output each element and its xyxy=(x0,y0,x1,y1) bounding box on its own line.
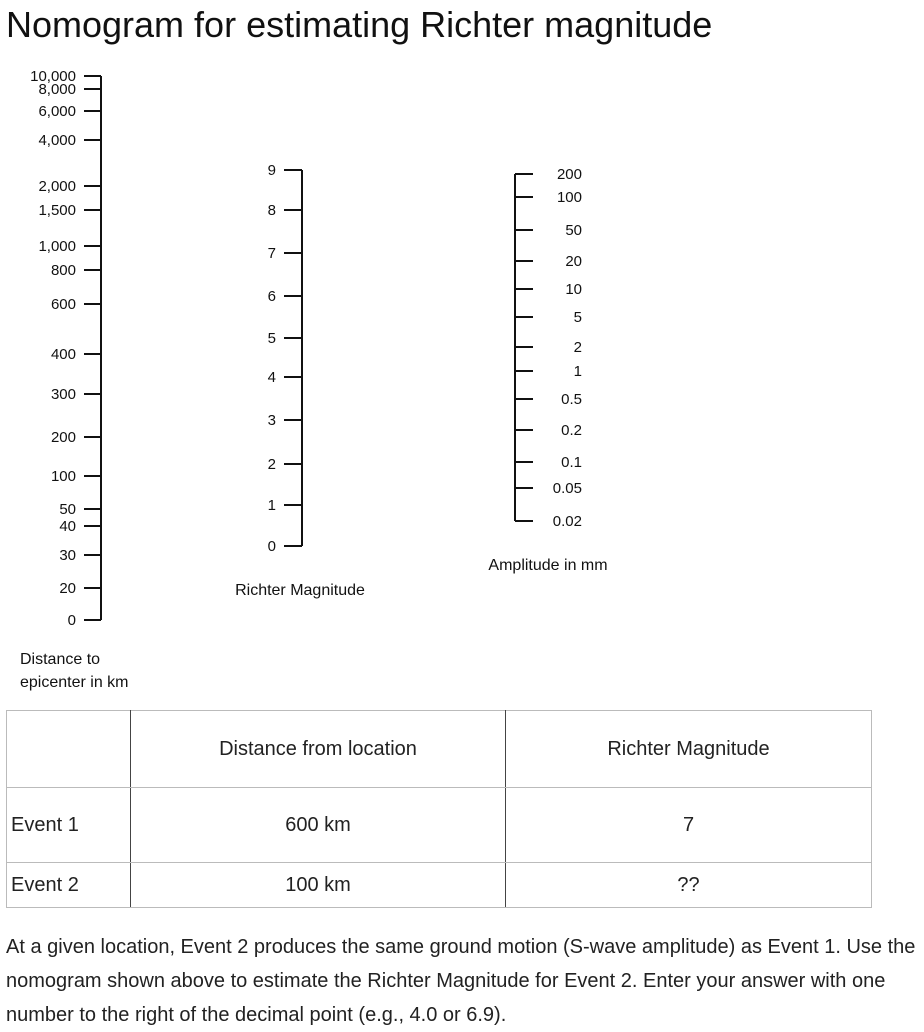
amplitude-tick-label: 0.5 xyxy=(561,391,582,408)
question-text: At a given location, Event 2 produces the same ground motion (S-wave amplitude) as Event 1. Use the nomogram shown above to estimate the Richter Magnitude for Event 2. Enter your answer with one number to the right of the decimal point (e.g., 4.0 or 6.9). xyxy=(6,936,916,1026)
table-header-row xyxy=(7,711,872,788)
distance-tick-label: 6,000 xyxy=(38,103,76,120)
amplitude-tick-label: 2 xyxy=(573,339,582,356)
amplitude-tick-label: 200 xyxy=(556,166,582,183)
magnitude-tick-label: 6 xyxy=(267,288,276,305)
amplitude-tick-label: 0.05 xyxy=(552,480,582,497)
page-title: Nomogram for estimating Richter magnitude xyxy=(6,4,713,45)
distance-tick-label: 2,000 xyxy=(38,178,76,195)
table-row xyxy=(7,863,872,908)
table-row xyxy=(7,788,872,863)
table-header-distance: Distance from location xyxy=(131,711,506,788)
distance-tick-label: 8,000 xyxy=(38,81,76,98)
amplitude-tick-label: 0.02 xyxy=(552,513,582,530)
magnitude-tick-label: 8 xyxy=(267,202,276,219)
distance-tick-label: 1,500 xyxy=(38,202,76,219)
amplitude-tick-label: 10 xyxy=(565,281,582,298)
magnitude-tick-label: 1 xyxy=(267,497,276,514)
distance-tick-label: 40 xyxy=(59,518,76,535)
magnitude-tick-label: 5 xyxy=(267,330,276,347)
event-distance: 600 km xyxy=(131,788,506,863)
distance-tick-label: 4,000 xyxy=(38,132,76,149)
distance-scale-caption: Distance to xyxy=(20,651,101,668)
events-table xyxy=(6,710,872,908)
magnitude-tick-label: 0 xyxy=(267,538,276,555)
distance-tick-label: 200 xyxy=(50,429,76,446)
distance-tick-label: 0 xyxy=(67,612,76,629)
magnitude-tick-label: 4 xyxy=(267,369,276,386)
distance-tick-label: 800 xyxy=(50,262,76,279)
amplitude-scale-caption: Amplitude in mm xyxy=(488,557,608,574)
distance-tick-label: 300 xyxy=(50,386,76,403)
distance-tick-label: 100 xyxy=(50,468,76,485)
magnitude-tick-label: 7 xyxy=(267,245,276,262)
magnitude-tick-label: 3 xyxy=(267,412,276,429)
distance-scale-caption: epicenter in km xyxy=(20,674,129,691)
distance-tick-label: 400 xyxy=(50,346,76,363)
distance-tick-label: 30 xyxy=(59,547,76,564)
amplitude-tick-label: 0.1 xyxy=(561,454,582,471)
distance-tick-label: 50 xyxy=(59,501,76,518)
event-label: Event 1 xyxy=(7,788,131,863)
distance-tick-label: 10,000 xyxy=(30,68,76,85)
table-header-magnitude: Richter Magnitude xyxy=(506,711,872,788)
distance-tick-label: 1,000 xyxy=(38,238,76,255)
amplitude-tick-label: 100 xyxy=(556,189,582,206)
amplitude-tick-label: 0.2 xyxy=(561,422,582,439)
magnitude-tick-label: 2 xyxy=(267,456,276,473)
table-header-blank xyxy=(7,711,131,788)
distance-tick-label: 20 xyxy=(59,580,76,597)
event-magnitude: ?? xyxy=(506,863,872,908)
amplitude-tick-label: 5 xyxy=(573,309,582,326)
amplitude-tick-label: 20 xyxy=(565,253,582,270)
amplitude-tick-label: 50 xyxy=(565,222,582,239)
event-magnitude: 7 xyxy=(506,788,872,863)
magnitude-scale-caption: Richter Magnitude xyxy=(235,582,365,599)
magnitude-tick-label: 9 xyxy=(267,162,276,179)
distance-tick-label: 600 xyxy=(50,296,76,313)
event-distance: 100 km xyxy=(131,863,506,908)
event-label: Event 2 xyxy=(7,863,131,908)
amplitude-tick-label: 1 xyxy=(573,363,582,380)
